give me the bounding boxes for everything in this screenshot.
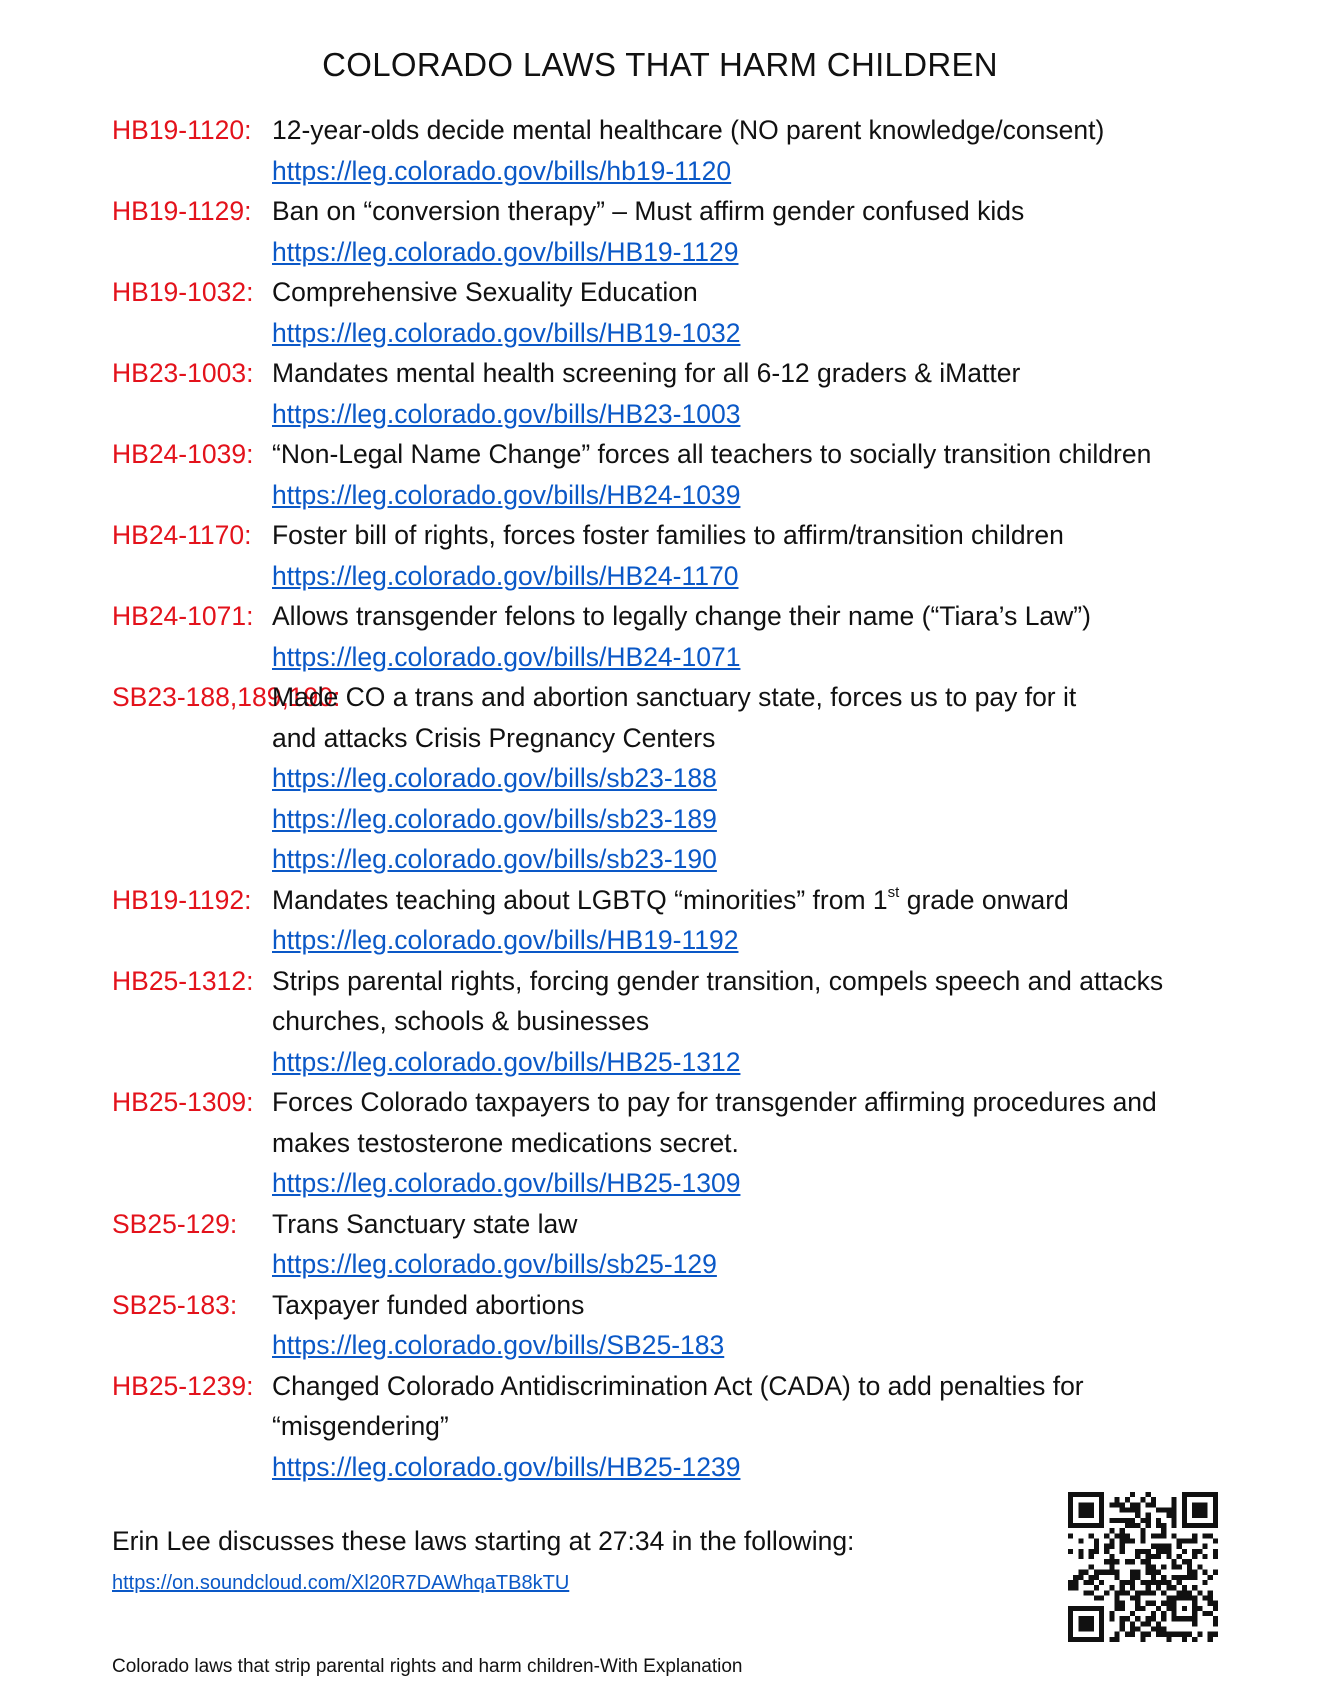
bill-body bbox=[272, 880, 1222, 961]
bill-body bbox=[272, 272, 1222, 353]
bill-description: Ban on “conversion therapy” – Must affirm gender confused kids bbox=[272, 196, 1025, 226]
bill-body bbox=[272, 677, 1222, 880]
bill-entry bbox=[112, 1285, 1222, 1366]
bill-code: HB23-1003: bbox=[112, 358, 254, 388]
bill-entry bbox=[112, 191, 1222, 272]
page-title: COLORADO LAWS THAT HARM CHILDREN bbox=[322, 46, 998, 83]
bill-description: Trans Sanctuary state law bbox=[272, 1208, 578, 1239]
bill-code: HB19-1192: bbox=[112, 884, 252, 915]
bill-link[interactable]: https://leg.colorado.gov/bills/HB19-1032 bbox=[272, 317, 741, 348]
bill-description: “misgendering” bbox=[272, 1411, 449, 1441]
bill-body bbox=[272, 1204, 1222, 1285]
bill-body bbox=[272, 353, 1222, 434]
bill-code: HB25-1239: bbox=[112, 1370, 254, 1401]
bill-link[interactable]: https://leg.colorado.gov/bills/HB25-1312 bbox=[272, 1046, 741, 1077]
bill-code: HB19-1032: bbox=[112, 277, 254, 307]
bill-description: Mandates mental health screening for all 6-12 graders & iMatter bbox=[272, 358, 1021, 388]
bill-body bbox=[272, 1366, 1222, 1488]
bill-link[interactable]: https://leg.colorado.gov/bills/sb23-190 bbox=[272, 844, 717, 874]
bill-description: makes testosterone medications secret. bbox=[272, 1127, 739, 1158]
bill-entry bbox=[112, 596, 1222, 677]
bill-entry bbox=[112, 677, 1222, 880]
bill-entry bbox=[112, 1204, 1222, 1285]
bill-description: Made CO a trans and abortion sanctuary state, forces us to pay for it bbox=[272, 682, 1077, 712]
bill-code: HB24-1170: bbox=[112, 520, 252, 550]
bill-entry bbox=[112, 272, 1222, 353]
bill-link[interactable]: https://leg.colorado.gov/bills/HB25-1239 bbox=[272, 1451, 741, 1482]
bill-code: HB24-1071: bbox=[112, 601, 254, 631]
bill-code: HB25-1312: bbox=[112, 965, 254, 996]
bill-entry bbox=[112, 1082, 1222, 1204]
bottom-note: Colorado laws that strip parental rights and harm children-With Explanation bbox=[112, 1656, 743, 1677]
footer-text: Erin Lee discusses these laws starting at 27:34 in the following: bbox=[112, 1526, 855, 1556]
bill-entry bbox=[112, 110, 1222, 191]
bill-link[interactable]: https://leg.colorado.gov/bills/hb19-1120 bbox=[272, 155, 732, 186]
soundcloud-link[interactable]: https://on.soundcloud.com/Xl20R7DAWhqaTB8kTU bbox=[112, 1572, 570, 1594]
bill-link[interactable]: https://leg.colorado.gov/bills/SB25-183 bbox=[272, 1330, 725, 1360]
bill-code: SB25-183: bbox=[112, 1289, 238, 1320]
bill-link[interactable]: https://leg.colorado.gov/bills/HB23-1003 bbox=[272, 398, 741, 429]
bill-code: HB19-1129: bbox=[112, 196, 252, 226]
bill-entry bbox=[112, 353, 1222, 434]
bill-entry bbox=[112, 961, 1222, 1083]
bill-code: HB19-1120: bbox=[112, 115, 252, 145]
bill-description: Allows transgender felons to legally change their name (“Tiara’s Law”) bbox=[272, 601, 1091, 631]
bill-body bbox=[272, 434, 1222, 515]
bill-description-tail: grade onward bbox=[899, 884, 1069, 915]
bill-description: churches, schools & businesses bbox=[272, 1006, 650, 1036]
bill-code: SB25-129: bbox=[112, 1208, 238, 1239]
bill-body bbox=[272, 110, 1222, 191]
bill-description: and attacks Crisis Pregnancy Centers bbox=[272, 722, 716, 753]
bill-description: Strips parental rights, forcing gender transition, compels speech and attacks bbox=[272, 965, 1164, 996]
bill-body bbox=[272, 191, 1222, 272]
bill-code: HB24-1039: bbox=[112, 439, 254, 469]
bill-link[interactable]: https://leg.colorado.gov/bills/sb25-129 bbox=[272, 1249, 717, 1279]
bill-description: Taxpayer funded abortions bbox=[272, 1289, 585, 1320]
bill-description: 12-year-olds decide mental healthcare (NO parent knowledge/consent) bbox=[272, 115, 1105, 145]
bill-entry bbox=[112, 1366, 1222, 1488]
bill-entry bbox=[112, 434, 1222, 515]
bill-link[interactable]: https://leg.colorado.gov/bills/sb23-188 bbox=[272, 763, 717, 793]
bill-description: Forces Colorado taxpayers to pay for transgender affirming procedures and bbox=[272, 1087, 1157, 1117]
bill-description: “Non-Legal Name Change” forces all teachers to socially transition children bbox=[272, 439, 1152, 469]
bill-link[interactable]: https://leg.colorado.gov/bills/HB24-1039 bbox=[272, 479, 741, 510]
ordinal-suffix: st bbox=[887, 883, 900, 901]
bill-entry bbox=[112, 515, 1222, 596]
bill-body bbox=[272, 1285, 1222, 1366]
qr-code-icon bbox=[1068, 1492, 1218, 1642]
bill-description bbox=[272, 880, 1222, 921]
bill-code: SB23-188,189,190: bbox=[112, 682, 341, 712]
bill-link[interactable]: https://leg.colorado.gov/bills/HB24-1071 bbox=[272, 641, 741, 672]
bill-link[interactable]: https://leg.colorado.gov/bills/HB19-1129 bbox=[272, 236, 739, 267]
bill-code: HB25-1309: bbox=[112, 1087, 254, 1117]
bill-body bbox=[272, 961, 1222, 1083]
bill-body bbox=[272, 515, 1222, 596]
bill-list bbox=[112, 110, 1222, 1487]
bill-description-text: Mandates teaching about LGBTQ “minorities” from 1 bbox=[272, 884, 888, 915]
bill-link[interactable]: https://leg.colorado.gov/bills/HB19-1192 bbox=[272, 925, 739, 955]
bill-description: Changed Colorado Antidiscrimination Act (CADA) to add penalties for bbox=[272, 1370, 1084, 1401]
bill-link[interactable]: https://leg.colorado.gov/bills/sb23-189 bbox=[272, 803, 717, 834]
bill-description: Foster bill of rights, forces foster families to affirm/transition children bbox=[272, 520, 1064, 550]
bill-description: Comprehensive Sexuality Education bbox=[272, 277, 698, 307]
bill-link[interactable]: https://leg.colorado.gov/bills/HB25-1309 bbox=[272, 1168, 741, 1198]
bill-link[interactable]: https://leg.colorado.gov/bills/HB24-1170 bbox=[272, 560, 739, 591]
bill-body bbox=[272, 596, 1222, 677]
bill-entry bbox=[112, 880, 1222, 961]
bill-body bbox=[272, 1082, 1222, 1204]
